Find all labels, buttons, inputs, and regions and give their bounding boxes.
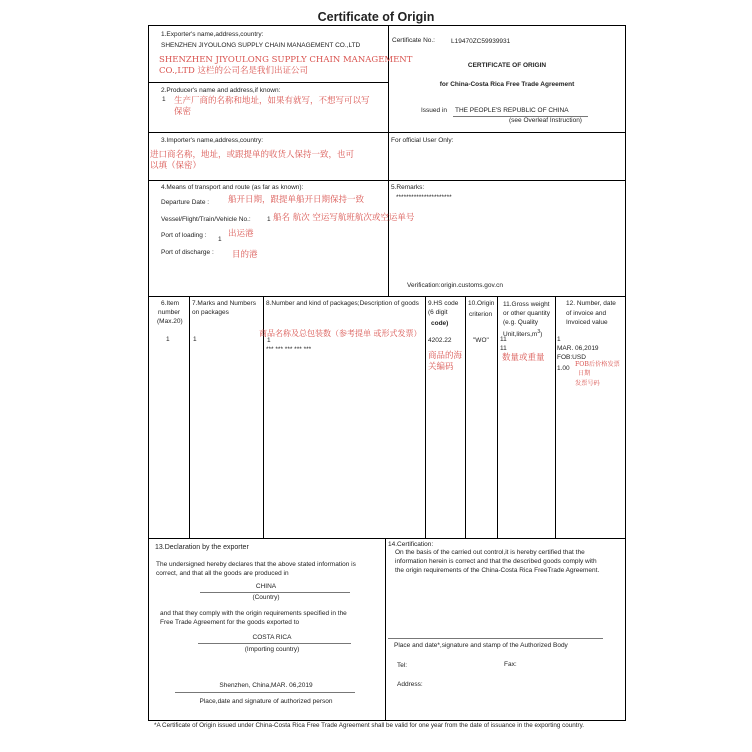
header-hs-3: code) bbox=[431, 320, 449, 327]
loading-note: 出运港 bbox=[228, 229, 254, 239]
declaration-text-2: correct, and that all the goods are produced in bbox=[156, 570, 289, 577]
border-top bbox=[148, 25, 626, 26]
header-quantity-sup: 3 bbox=[537, 329, 541, 335]
issued-label: Issued in bbox=[421, 107, 448, 114]
exporter-value: SHENZHEN JIYOULONG SUPPLY CHAIN MANAGEMENT CO.,LTD bbox=[161, 42, 361, 49]
importer-label: 3.Importer's name,address,country: bbox=[161, 137, 264, 144]
header-item-3: (Max.20) bbox=[157, 318, 183, 325]
header-quantity-3: (e.g. Quality bbox=[503, 319, 539, 326]
header-quantity-4-text: Unit,liters,m bbox=[503, 331, 538, 339]
goods-invoice-note-1: FOB后价格发票 bbox=[575, 361, 620, 368]
header-quantity-4 bbox=[503, 328, 542, 340]
vessel-value: 1 bbox=[267, 216, 271, 223]
header-origin-1: 10.Origin bbox=[468, 300, 495, 307]
vessel-label: Vessel/Flight/Train/Vehicle No.: bbox=[161, 216, 251, 223]
producer-value: 1 bbox=[162, 96, 166, 103]
header-quantity-end: ) bbox=[540, 331, 543, 339]
goods-invoice-note-2: 日期 bbox=[578, 370, 591, 377]
divider-bottom-middle bbox=[385, 538, 386, 720]
declaration-place-date: Shenzhen, China,MAR. 06,2019 bbox=[219, 682, 313, 689]
certification-text-1: On the basis of the carried out control,it is hereby certified that the bbox=[395, 549, 585, 556]
header-description: 8.Number and kind of packages;Description of goods bbox=[266, 300, 419, 307]
header-hs-1: 9.HS code bbox=[428, 300, 459, 307]
header-marks-1: 7.Marks and Numbers bbox=[192, 300, 256, 307]
footnote: *A Certificate of Origin issued under China-Costa Rica Free Trade Agreement shall be valid for one year from the date of issuance in the exporting country. bbox=[154, 722, 585, 729]
goods-hs-note-2: 关编码 bbox=[428, 362, 454, 372]
goods-description-value: 1 bbox=[267, 337, 271, 344]
importing-underline bbox=[198, 643, 351, 644]
header-origin-2: criterion bbox=[469, 311, 493, 318]
certification-underline bbox=[388, 638, 603, 639]
divider-goods bbox=[148, 538, 626, 539]
goods-hs-code: 4202.22 bbox=[428, 337, 452, 344]
exporter-note-1: SHENZHEN JIYOULONG SUPPLY CHAIN MANAGEMENT bbox=[159, 55, 413, 65]
goods-origin-criterion: "WO" bbox=[473, 337, 489, 344]
header-invoice-1: 12. Number, date bbox=[566, 300, 616, 307]
country-underline bbox=[200, 592, 350, 593]
header-invoice-3: Invoiced value bbox=[566, 319, 608, 326]
header-item-1: 6.Item bbox=[161, 300, 180, 307]
goods-invoice-note-3: 发票号码 bbox=[575, 380, 600, 387]
producer-note-1: 生产厂商的名称和地址，如果有就写，不想写可以写 bbox=[174, 96, 370, 106]
importer-note-1: 进口商名称，地址，或跟提单的收货人保持一致，也可 bbox=[150, 150, 355, 160]
goods-hs-note-1: 商品的海 bbox=[428, 351, 463, 361]
divider-box2 bbox=[148, 132, 626, 133]
issued-value: THE PEOPLE'S REPUBLIC OF CHINA bbox=[455, 107, 569, 114]
divider-box1 bbox=[148, 82, 389, 83]
header-hs-2: (6 digit bbox=[428, 309, 448, 316]
importer-note-2: 以填（保密） bbox=[150, 161, 202, 171]
goods-quantity-2: 11 bbox=[500, 345, 507, 352]
vessel-note: 船名 航次 空运写航班航次或空运单号 bbox=[273, 213, 415, 223]
goods-invoice-number: 1 bbox=[557, 336, 561, 343]
header-item-2: number bbox=[158, 309, 181, 316]
signature-underline bbox=[175, 692, 355, 693]
declaration-text-3: and that they comply with the origin requirements specified in the bbox=[160, 610, 347, 617]
certificate-number-label: Certificate No.: bbox=[392, 37, 435, 44]
certification-label: 14.Certification: bbox=[388, 541, 434, 548]
remarks-label: 5.Remarks: bbox=[391, 184, 425, 191]
certification-text-2: information herein is correct and that the described goods comply with bbox=[395, 558, 597, 565]
remarks-stars: ********************** bbox=[396, 194, 452, 201]
border-left bbox=[148, 25, 149, 721]
col-divider-6 bbox=[555, 296, 556, 538]
certificate-subheading: for China-Costa Rica Free Trade Agreement bbox=[439, 81, 575, 88]
official-use-label: For official User Only: bbox=[391, 137, 454, 144]
certification-address: Address: bbox=[397, 681, 423, 688]
verification-url[interactable]: Verification:origin.customs.gov.cn bbox=[407, 282, 503, 289]
header-invoice-2: of invoice and bbox=[566, 310, 607, 317]
discharge-note: 目的港 bbox=[232, 250, 258, 260]
divider-box3 bbox=[148, 180, 626, 181]
producer-label: 2.Producer's name and address,if known: bbox=[161, 87, 281, 94]
declaration-sign-caption: Place,date and signature of authorized person bbox=[199, 698, 333, 705]
exporter-note-2: CO.,LTD 这栏的公司名是我们出证公司 bbox=[159, 66, 309, 76]
certificate-heading: CERTIFICATE OF ORIGIN bbox=[467, 62, 547, 69]
certification-fax: Fax: bbox=[504, 661, 517, 668]
header-quantity-1: 11.Gross weight bbox=[503, 301, 550, 308]
goods-quantity-1: 11 bbox=[500, 336, 507, 343]
departure-note: 船开日期，跟提单船开日期保持一致 bbox=[228, 195, 365, 205]
goods-description-stars: *** *** *** *** *** bbox=[266, 346, 312, 353]
header-marks-2: on packages bbox=[192, 309, 229, 316]
goods-marks: 1 bbox=[193, 336, 197, 343]
goods-invoice-value: 1.00 bbox=[557, 365, 570, 372]
loading-value: 1 bbox=[218, 236, 222, 243]
goods-item-number: 1 bbox=[166, 336, 170, 343]
declaration-importing-country: COSTA RICA bbox=[252, 634, 292, 641]
col-divider-4 bbox=[465, 296, 466, 538]
col-divider-3 bbox=[425, 296, 426, 538]
declaration-text-1: The undersigned hereby declares that the above stated information is bbox=[156, 561, 356, 568]
page-title: Certificate of Origin bbox=[317, 10, 435, 24]
loading-label: Port of loading : bbox=[161, 232, 207, 239]
declaration-label: 13.Declaration by the exporter bbox=[155, 544, 249, 551]
goods-invoice-fob: FOB:USD bbox=[557, 354, 586, 361]
goods-invoice-date: MAR. 06,2019 bbox=[557, 345, 599, 352]
transport-label: 4.Means of transport and route (as far as known): bbox=[161, 184, 304, 191]
declaration-importing-caption: (Importing country) bbox=[244, 646, 300, 653]
exporter-label: 1.Exporter's name,address,country: bbox=[161, 31, 264, 38]
declaration-country-caption: (Country) bbox=[252, 594, 280, 601]
border-right bbox=[625, 25, 626, 721]
certification-sign-caption: Place and date*,signature and stamp of the Authorized Body bbox=[394, 642, 568, 649]
certification-tel: Tel: bbox=[397, 662, 408, 669]
producer-note-2: 保密 bbox=[174, 107, 192, 117]
goods-quantity-note: 数量或重量 bbox=[502, 353, 545, 363]
declaration-country: CHINA bbox=[255, 583, 277, 590]
border-bottom bbox=[148, 720, 626, 721]
col-divider-1 bbox=[189, 296, 190, 538]
departure-label: Departure Date : bbox=[161, 199, 210, 206]
declaration-text-4: Free Trade Agreement for the goods exported to bbox=[160, 619, 300, 626]
certification-text-3: the origin requirements of the China-Costa Rica FreeTrade Agreement. bbox=[395, 567, 600, 574]
discharge-label: Port of discharge : bbox=[161, 249, 214, 256]
certificate-number-value: L19470ZC59939931 bbox=[451, 38, 511, 45]
goods-description-note: 商品名称及总包装数（参考提单 或形式发票） bbox=[259, 329, 422, 338]
overleaf-note: (see Overleaf Instruction) bbox=[509, 117, 582, 124]
header-quantity-2: or other quantity bbox=[503, 310, 550, 317]
col-divider-5 bbox=[497, 296, 498, 538]
